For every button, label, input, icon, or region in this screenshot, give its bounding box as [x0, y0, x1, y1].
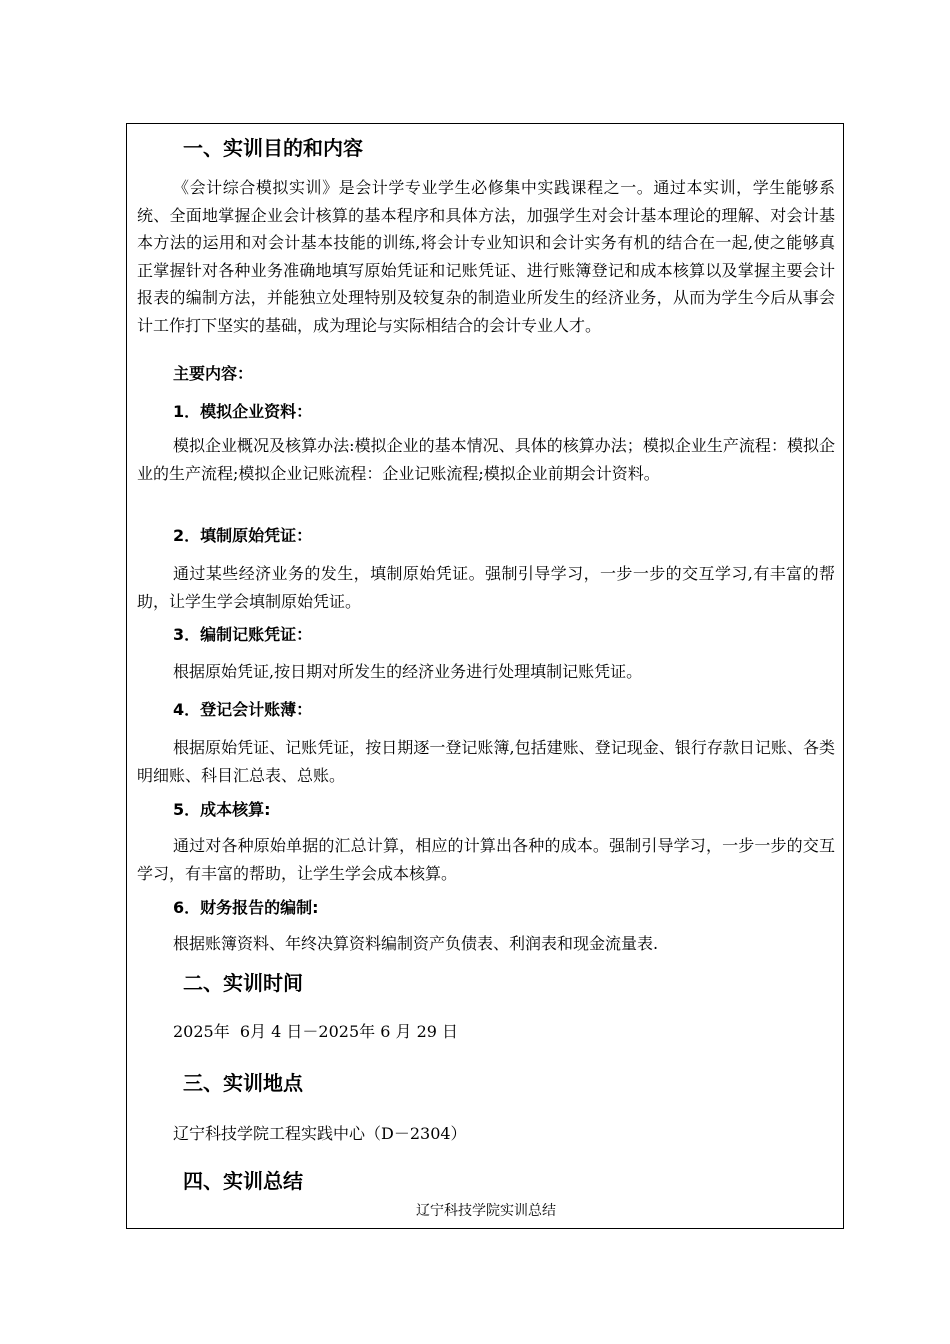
- item-body-1: 模拟企业概况及核算办法:模拟企业的基本情况、具体的核算办法；模拟企业生产流程：模拟企业的生产流程;模拟企业记账流程：企业记账流程;模拟企业前期会计资料。: [137, 436, 835, 483]
- main-content-label: 主要内容：: [173, 364, 254, 383]
- section-title-purpose: 一、实训目的和内容: [183, 136, 363, 160]
- purpose-paragraph: 《会计综合模拟实训》是会计学专业学生必修集中实践课程之一。通过本实训，学生能够系统、全面地掌握企业会计核算的基本程序和具体方法，加强学生对会计基本理论的理解、对会计基本方法的运用和对会计基本技能的训练,将会计专业知识和会计实务有机的结合在一起,使之能够真正掌握针对各种业务准确地填写原始凭证和记账凭证、进行账簿登记和成本核算以及掌握主要会计报表的编制方法，并能独立处理特别及较复杂的制造业所发生的经济业务，从而为学生今后从事会计工作打下坚实的基础，成为理论与实际相结合的会计专业人才。: [137, 178, 835, 335]
- item-heading-4: 4．登记会计账薄：: [173, 700, 313, 719]
- training-time: 2025年 6月 4 日－2025年 6 月 29 日: [173, 1022, 459, 1041]
- document-frame: [126, 123, 844, 1229]
- item-heading-1: 1．模拟企业资料：: [173, 402, 313, 421]
- item-heading-3: 3．编制记账凭证：: [173, 625, 313, 644]
- item-body-3: 根据原始凭证,按日期对所发生的经济业务进行处理填制记账凭证。: [173, 662, 643, 681]
- section-title-time: 二、实训时间: [183, 971, 303, 995]
- section-title-location: 三、实训地点: [183, 1071, 303, 1095]
- item-heading-5: 5．成本核算:: [173, 800, 271, 819]
- item-heading-2: 2．填制原始凭证：: [173, 526, 313, 545]
- item-body-2: 通过某些经济业务的发生，填制原始凭证。强制引导学习，一步一步的交互学习,有丰富的帮助，让学生学会填制原始凭证。: [137, 564, 835, 611]
- item-body-5: 通过对各种原始单据的汇总计算，相应的计算出各种的成本。强制引导学习，一步一步的交互学习，有丰富的帮助，让学生学会成本核算。: [137, 836, 835, 883]
- training-location: 辽宁科技学院工程实践中心（D－2304）: [173, 1124, 467, 1143]
- footer-caption: 辽宁科技学院实训总结: [416, 1203, 556, 1219]
- item-heading-6: 6．财务报告的编制:: [173, 898, 319, 917]
- item-body-6: 根据账簿资料、年终决算资料编制资产负债表、利润表和现金流量表.: [173, 934, 659, 953]
- section-title-summary: 四、实训总结: [183, 1169, 303, 1193]
- item-body-4: 根据原始凭证、记账凭证，按日期逐一登记账簿,包括建账、登记现金、银行存款日记账、各类明细账、科目汇总表、总账。: [137, 738, 835, 785]
